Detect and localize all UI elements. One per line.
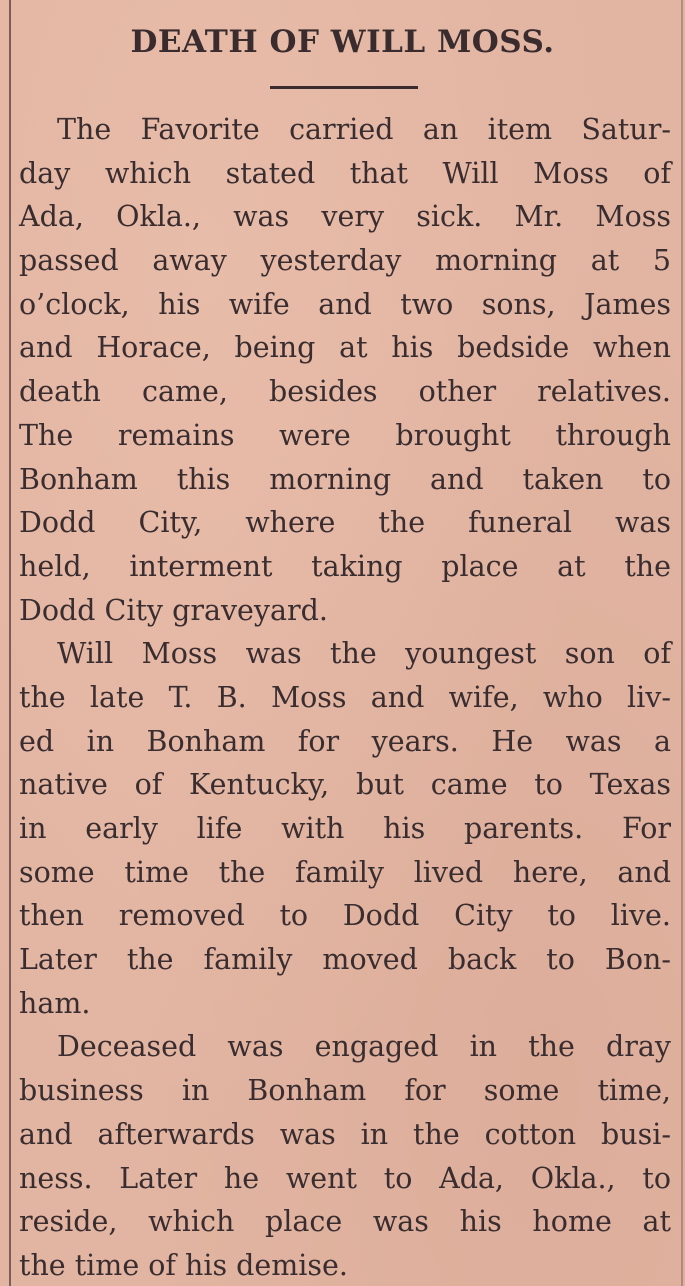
- paragraph-2-line: ed in Bonham for years. He was a: [19, 724, 671, 758]
- paragraph-3-line: ness. Later he went to Ada, Okla., to: [19, 1161, 671, 1195]
- article-body: [19, 108, 671, 1286]
- paragraph-1-line: day which stated that Will Moss of: [19, 156, 671, 190]
- paragraph-1-line: and Horace, being at his bedside when: [19, 331, 671, 365]
- paragraph-3-line: reside, which place was his home at: [19, 1205, 671, 1239]
- paragraph-1-line: The remains were brought through: [19, 418, 671, 452]
- paragraph-1-line: passed away yesterday morning at 5: [19, 244, 671, 278]
- column-rule-left: [9, 0, 11, 1286]
- paragraph-1-line: held, interment taking place at the: [19, 549, 671, 583]
- paragraph-1-line: death came, besides other relatives.: [19, 375, 671, 409]
- paragraph-2-line: the late T. B. Moss and wife, who liv-: [19, 680, 671, 714]
- paragraph-3-line: the time of his demise.: [19, 1248, 348, 1282]
- paragraph-3-line: Deceased was engaged in the dray: [57, 1030, 671, 1064]
- paragraph-1-line: o’clock, his wife and two sons, James: [19, 287, 671, 321]
- headline-rule: [270, 86, 418, 89]
- paragraph-2-line: ham.: [19, 986, 91, 1020]
- paragraph-3-line: and afterwards was in the cotton busi-: [19, 1117, 671, 1151]
- column-rule-right: [681, 0, 683, 1286]
- paragraph-1-line: Bonham this morning and taken to: [19, 462, 671, 496]
- headline: DEATH OF WILL MOSS.: [130, 24, 555, 60]
- paragraph-2-line: Will Moss was the youngest son of: [57, 637, 671, 671]
- paragraph-2-line: Later the family moved back to Bon-: [19, 943, 671, 977]
- paragraph-3-line: business in Bonham for some time,: [19, 1074, 671, 1108]
- paragraph-1-line: Dodd City, where the funeral was: [19, 506, 671, 540]
- paragraph-1-line: Ada, Okla., was very sick. Mr. Moss: [19, 200, 671, 234]
- paragraph-1-line: Dodd City graveyard.: [19, 593, 328, 627]
- paragraph-1-line: The Favorite carried an item Satur-: [57, 113, 671, 146]
- paragraph-2-line: some time the family lived here, and: [19, 855, 671, 889]
- paragraph-2-line: then removed to Dodd City to live.: [19, 899, 671, 933]
- paragraph-2-line: in early life with his parents. For: [19, 812, 671, 845]
- paragraph-2-line: native of Kentucky, but came to Texas: [19, 768, 671, 802]
